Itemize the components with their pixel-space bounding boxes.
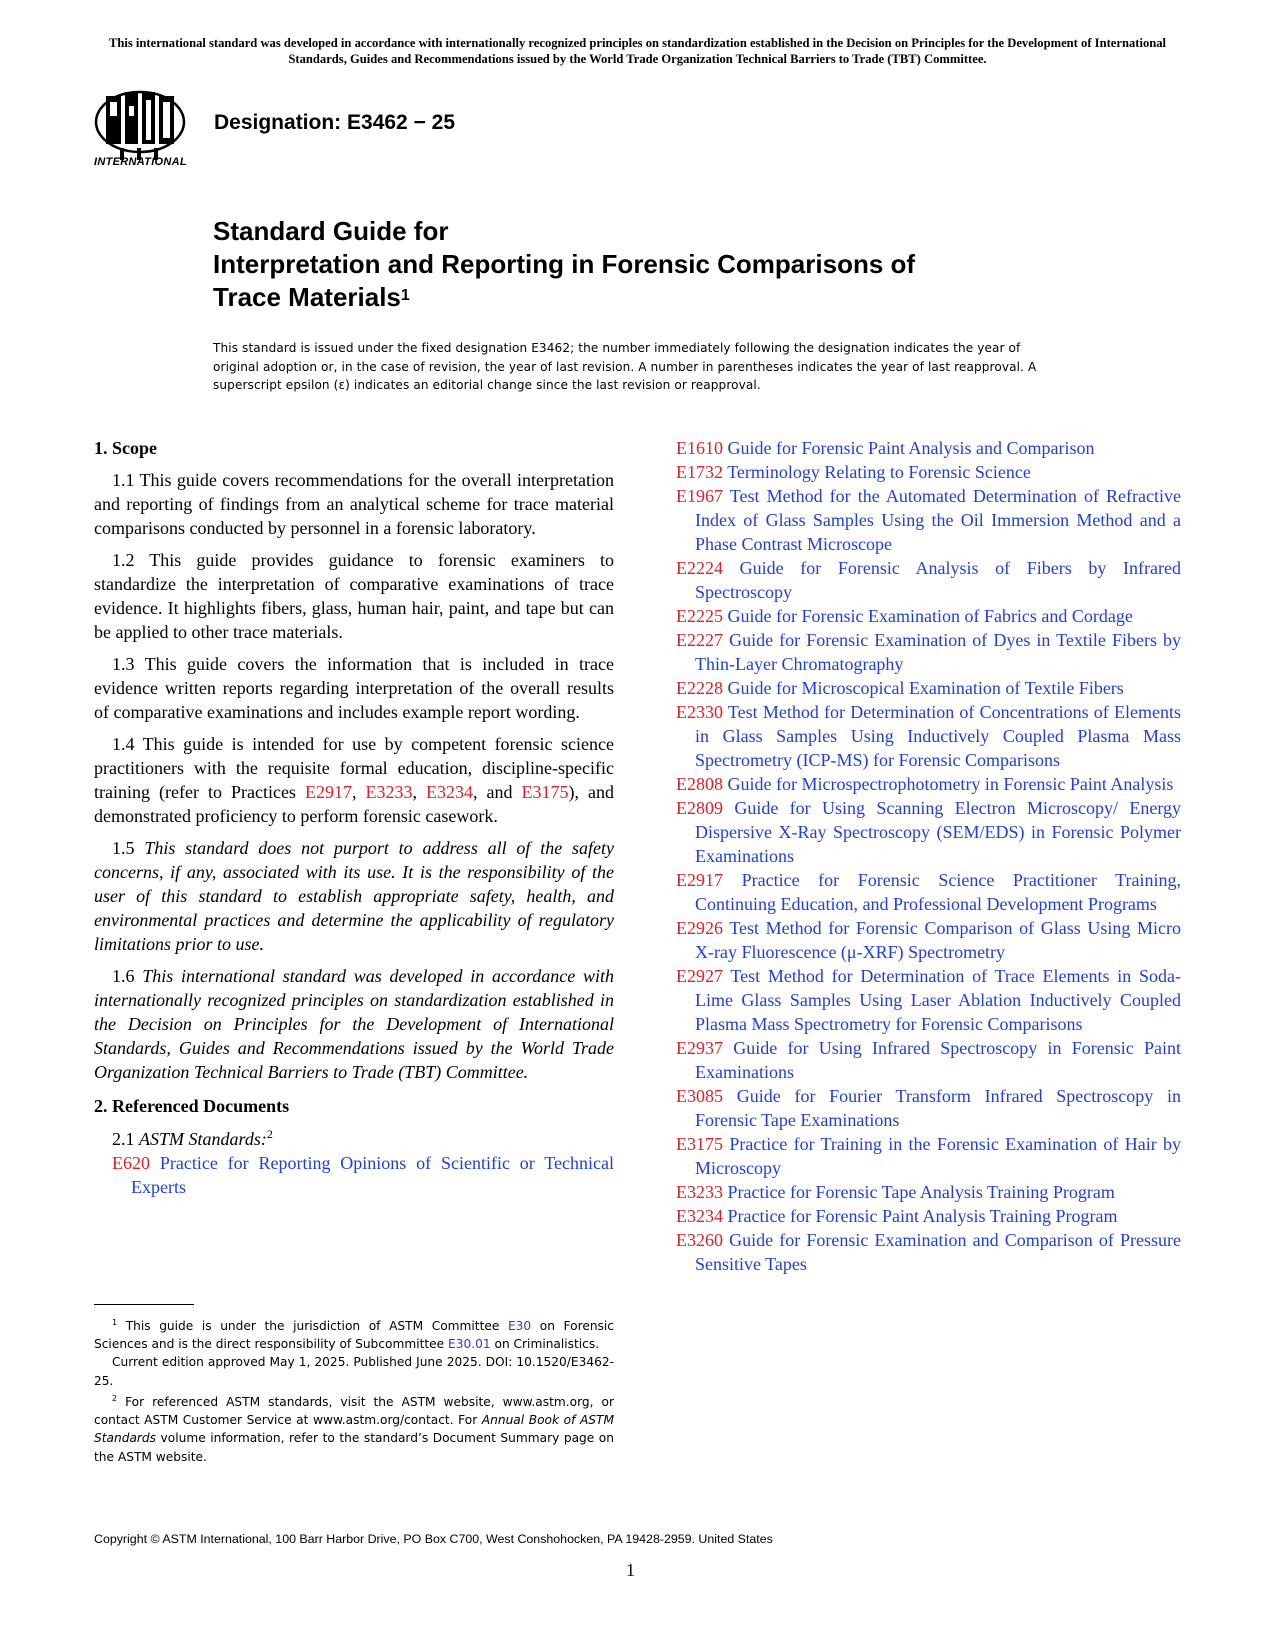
ref-code[interactable]: E3085 <box>676 1086 723 1106</box>
ref-title[interactable]: Test Method for Determination of Concentrations of Elements in Glass Samples Using Inductively Coupled Plasma Mass Spectrometry (ICP-MS) for Forensic Comparisons <box>695 702 1181 770</box>
title-footnote-mark: 1 <box>400 287 410 304</box>
footnote-1 <box>94 1314 614 1353</box>
ref-code[interactable]: E2227 <box>676 630 723 650</box>
footnote-rule <box>94 1304 194 1305</box>
sub-label: ASTM Standards: <box>139 1129 267 1149</box>
ref-code[interactable]: E2225 <box>676 606 723 626</box>
ref-title[interactable]: Guide for Forensic Examination of Fabrics and Cordage <box>727 606 1133 626</box>
reference-e1967[interactable] <box>676 484 1181 556</box>
reference-e2937[interactable] <box>676 1036 1181 1084</box>
scope-1-4-text-a: 1.4 This guide is intended for use by competent forensic science practitioners with the requisite formal education, discipline-specific training (refer to Practices <box>94 734 614 802</box>
scope-1-4-text-b: ), and demonstrated proficiency to perform forensic casework. <box>94 782 614 826</box>
reference-e1610[interactable] <box>676 436 1181 460</box>
ref-title[interactable]: Guide for Using Infrared Spectroscopy in Forensic Paint Examinations <box>695 1038 1181 1082</box>
ref-title[interactable]: Guide for Forensic Analysis of Fibers by Infrared Spectroscopy <box>695 558 1181 602</box>
astm-standards-label <box>112 1122 614 1151</box>
footnote-2 <box>94 1390 614 1466</box>
fn2-italic: Annual Book of ASTM Standards <box>94 1413 614 1446</box>
wto-notice: This international standard was developed in accordance with internationally recognized principles on standardization established in the Decision on Principles for the Development of International Standards, Guides and Recommendations issued by the World Trade Organization Technical Barriers to Trade (TBT) Committee. <box>108 36 1167 66</box>
astm-logo <box>92 86 192 176</box>
fn1-mark: 1 <box>112 1318 118 1327</box>
scope-1-1: 1.1 This guide covers recommendations for the overall interpretation and reporting of findings from an analytical scheme for trace material comparisons conducted by personnel in a forensic laboratory. <box>94 470 614 538</box>
ref-title[interactable]: Practice for Training in the Forensic Examination of Hair by Microscopy <box>695 1134 1181 1178</box>
logo-text: INTERNATIONAL <box>94 156 187 168</box>
issued-note: This standard is issued under the fixed designation E3462; the number immediately following the designation indicates the year of original adoption or, in the case of revision, the year of last revision. A number in parentheses indicates the year of last reapproval. A superscript epsilon (ε) indicates an editorial change since the last revision or reapproval. <box>213 341 1037 392</box>
fn2-b: volume information, refer to the standard’s Document Summary page on the ASTM website. <box>94 1431 614 1464</box>
ref-code[interactable]: E2330 <box>676 702 723 722</box>
footnotes <box>94 1314 614 1466</box>
ref-code[interactable]: E1610 <box>676 438 723 458</box>
fn1-b: on Forensic Sciences and is the direct responsibility of Subcommittee <box>94 1319 614 1352</box>
document-title <box>213 215 915 314</box>
sub-num: 2.1 <box>112 1129 139 1149</box>
fn1-a: This guide is under the jurisdiction of ASTM Committee <box>117 1319 508 1334</box>
ref-code[interactable]: E2809 <box>676 798 723 818</box>
reference-e2228[interactable] <box>676 676 1181 700</box>
reference-e2808[interactable] <box>676 772 1181 796</box>
scope-1-5-text: This standard does not purport to address all of the safety concerns, if any, associated with its use. It is the responsibility of the user of this standard to establish appropriate safety, health, and environmental practices and determine the applicability of regulatory limitations prior to use. <box>94 838 615 954</box>
scope-1-2: 1.2 This guide provides guidance to forensic examiners to standardize the interpretation of comparative examinations of trace evidence. It highlights fibers, glass, human hair, paint, and tape but can be applied to other trace materials. <box>94 550 614 642</box>
ref-code[interactable]: E3175 <box>676 1134 723 1154</box>
link-e30[interactable]: E30 <box>507 1319 532 1334</box>
designation: Designation: E3462 − 25 <box>214 111 456 134</box>
ref-code[interactable]: E2224 <box>676 558 723 578</box>
title-line-3-text: Trace Materials <box>213 282 401 312</box>
ref-title[interactable]: Practice for Forensic Paint Analysis Training Program <box>727 1206 1118 1226</box>
link-e3234[interactable]: E3234 <box>425 782 473 802</box>
ref-title[interactable]: Guide for Microspectrophotometry in Forensic Paint Analysis <box>727 774 1174 794</box>
ref-code[interactable]: E1967 <box>676 486 723 506</box>
ref-title[interactable]: Terminology Relating to Forensic Science <box>727 462 1031 482</box>
reference-e620[interactable] <box>112 1151 614 1199</box>
sep: , and <box>472 782 522 802</box>
ref-title[interactable]: Guide for Forensic Paint Analysis and Comparison <box>727 438 1095 458</box>
scope-1-3: 1.3 This guide covers the information that is included in trace evidence written reports regarding interpretation of the overall results of comparative examinations and includes example report wording. <box>94 654 614 722</box>
scope-1-6-text: This international standard was developed in accordance with internationally recognized principles on standardization established in the Decision on Principles for the Development of International Standards, Guides and Recommendations issued by the World Trade Organization Technical Barriers to Trade (TBT) Committee. <box>94 966 614 1082</box>
ref-code[interactable]: E620 <box>112 1153 150 1173</box>
reference-e2926[interactable] <box>676 916 1181 964</box>
reference-e3260[interactable] <box>676 1228 1181 1276</box>
ref-code[interactable]: E2808 <box>676 774 723 794</box>
ref-title[interactable]: Practice for Reporting Opinions of Scientific or Technical Experts <box>131 1153 614 1197</box>
reference-e2225[interactable] <box>676 604 1181 628</box>
reference-list <box>676 436 1181 1276</box>
scope-1-6 <box>94 964 614 1084</box>
ref-title[interactable]: Test Method for Determination of Trace Elements in Soda-Lime Glass Samples Using Laser Ablation Inductively Coupled Plasma Mass Spectrometry for Forensic Comparisons <box>695 966 1181 1034</box>
sep: , <box>412 782 426 802</box>
reference-e3234[interactable] <box>676 1204 1181 1228</box>
ref-title[interactable]: Test Method for the Automated Determination of Refractive Index of Glass Samples Using the Oil Immersion Method and a Phase Contrast Microscope <box>695 486 1181 554</box>
scope-heading: 1. Scope <box>94 438 157 458</box>
ref-code[interactable]: E2228 <box>676 678 723 698</box>
fn2-a: For referenced ASTM standards, visit the ASTM website, www.astm.org, or contact ASTM Customer Service at www.astm.org/contact. For <box>94 1394 614 1428</box>
ref-title[interactable]: Test Method for Forensic Comparison of Glass Using Micro X-ray Fluorescence (μ-XRF) Spectrometry <box>695 918 1181 962</box>
ref-code[interactable]: E2926 <box>676 918 723 938</box>
reference-e3233[interactable] <box>676 1180 1181 1204</box>
reference-e1732[interactable] <box>676 460 1181 484</box>
link-e3175[interactable]: E3175 <box>521 782 569 802</box>
ref-code[interactable]: E2937 <box>676 1038 723 1058</box>
left-column <box>94 436 614 1199</box>
ref-title[interactable]: Practice for Forensic Tape Analysis Training Program <box>727 1182 1115 1202</box>
fn2-mark: 2 <box>112 1393 118 1403</box>
ref-title[interactable]: Guide for Fourier Transform Infrared Spectroscopy in Forensic Tape Examinations <box>695 1086 1182 1130</box>
title-line-2: Interpretation and Reporting in Forensic Comparisons of <box>213 249 916 279</box>
sub-mark: 2 <box>266 1127 273 1141</box>
title-line-1: Standard Guide for <box>213 216 449 246</box>
reference-e2224[interactable] <box>676 556 1181 604</box>
link-e30-01[interactable]: E30.01 <box>448 1337 491 1352</box>
ref-code[interactable]: E2917 <box>676 870 723 890</box>
reference-e3085[interactable] <box>676 1084 1181 1132</box>
ref-title[interactable]: Guide for Microscopical Examination of Textile Fibers <box>727 678 1124 698</box>
reference-e2927[interactable] <box>676 964 1181 1036</box>
ref-title[interactable]: Guide for Using Scanning Electron Microscopy/ Energy Dispersive X-Ray Spectroscopy (SEM/EDS) in Forensic Polymer Examinations <box>695 798 1181 866</box>
page-number: 1 <box>626 1560 635 1580</box>
ref-title[interactable]: Guide for Forensic Examination and Comparison of Pressure Sensitive Tapes <box>695 1230 1181 1274</box>
link-e3233[interactable]: E3233 <box>365 782 413 802</box>
ref-code[interactable]: E2927 <box>676 966 723 986</box>
reference-e2227[interactable] <box>676 628 1181 676</box>
ref-title[interactable]: Practice for Forensic Science Practitioner Training, Continuing Education, and Professional Development Programs <box>695 870 1182 914</box>
ref-code[interactable]: E1732 <box>676 462 723 482</box>
reference-e3175[interactable] <box>676 1132 1181 1180</box>
ref-code[interactable]: E3234 <box>676 1206 723 1226</box>
scope-1-4 <box>94 732 614 828</box>
copyright: Copyright © ASTM International, 100 Barr Harbor Drive, PO Box C700, West Conshohocken, PA 19428-2959. United States <box>94 1532 773 1546</box>
fn1-c: on Criminalistics. <box>490 1337 600 1352</box>
scope-1-5-num: 1.5 <box>112 838 145 858</box>
ref-title[interactable]: Guide for Forensic Examination of Dyes in Textile Fibers by Thin-Layer Chromatography <box>695 630 1182 674</box>
link-e2917[interactable]: E2917 <box>304 782 352 802</box>
ref-code[interactable]: E3233 <box>676 1182 723 1202</box>
referenced-heading: 2. Referenced Documents <box>94 1096 290 1116</box>
ref-code[interactable]: E3260 <box>676 1230 723 1250</box>
reference-e2917[interactable] <box>676 868 1181 916</box>
reference-e2330[interactable] <box>676 700 1181 772</box>
scope-1-6-num: 1.6 <box>112 966 143 986</box>
title-line-3 <box>213 281 915 314</box>
reference-e2809[interactable] <box>676 796 1181 868</box>
scope-1-5 <box>94 836 614 956</box>
footnote-1-edition: Current edition approved May 1, 2025. Published June 2025. DOI: 10.1520/E3462-25. <box>94 1355 614 1388</box>
sep: , <box>351 782 366 802</box>
